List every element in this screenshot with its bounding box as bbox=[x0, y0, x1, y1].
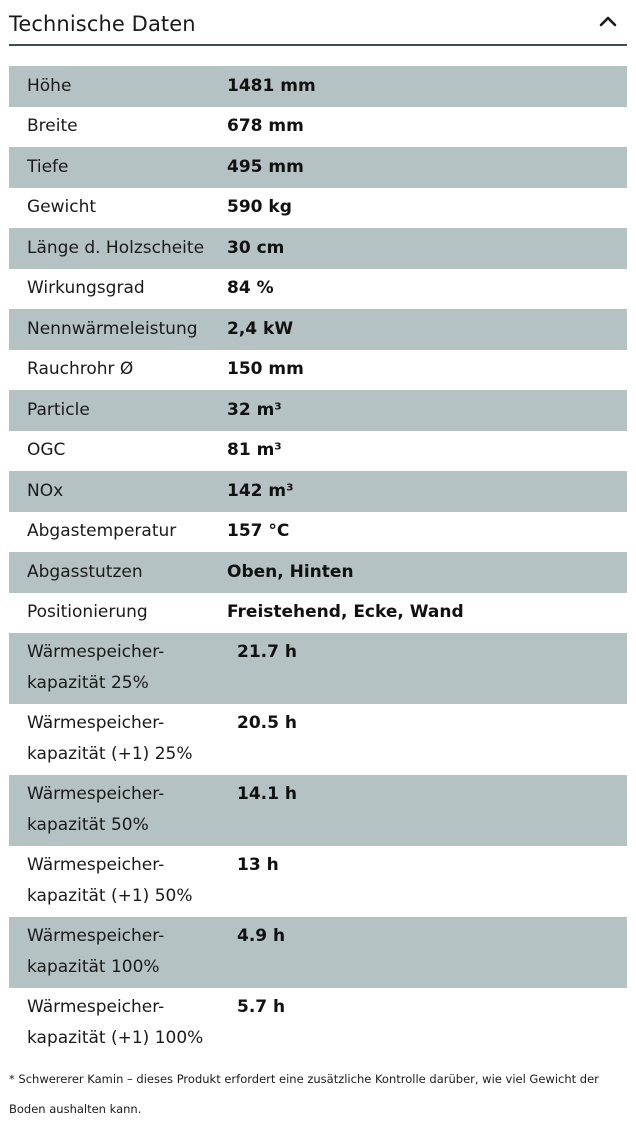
spec-value: 32 m³ bbox=[227, 399, 282, 420]
spec-label: Wärmespeicher-kapazität (+1) 25% bbox=[27, 713, 193, 764]
spec-row-waermespeicher-100 bbox=[9, 917, 627, 988]
spec-value: 678 mm bbox=[227, 116, 304, 137]
spec-label: Breite bbox=[27, 116, 78, 137]
spec-label: Abgasstutzen bbox=[27, 561, 143, 582]
spec-row-abgastemperatur bbox=[9, 512, 627, 553]
spec-label: Positionierung bbox=[27, 602, 148, 623]
spec-value: 157 °C bbox=[227, 521, 290, 542]
spec-value: 5.7 h bbox=[237, 997, 286, 1017]
section-header-toggle[interactable] bbox=[9, 0, 627, 46]
weight-footnote: * Schwererer Kamin – dieses Produkt erfordert eine zusätzliche Kontrolle darüber, wie viel Gewicht der Boden aushalten kann. bbox=[9, 1072, 599, 1116]
spec-row-particle bbox=[9, 390, 627, 431]
spec-value: 84 % bbox=[227, 278, 274, 299]
spec-label: Wärmespeicher-kapazität (+1) 50% bbox=[27, 855, 193, 906]
chevron-up-icon[interactable] bbox=[599, 14, 617, 28]
spec-row-hoehe bbox=[9, 66, 627, 107]
spec-value: 142 m³ bbox=[227, 480, 294, 501]
spec-value: 13 h bbox=[237, 855, 279, 875]
spec-value: 20.5 h bbox=[237, 713, 297, 733]
spec-row-waermespeicher-25 bbox=[9, 633, 627, 704]
spec-label: NOx bbox=[27, 480, 64, 501]
spec-label: Länge d. Holzscheite bbox=[27, 237, 205, 258]
spec-value: Oben, Hinten bbox=[227, 561, 354, 582]
spec-value: 21.7 h bbox=[237, 642, 297, 662]
spec-value: 30 cm bbox=[227, 237, 285, 258]
spec-row-nennwaermeleistung bbox=[9, 309, 627, 350]
spec-label: Rauchrohr Ø bbox=[27, 359, 134, 380]
spec-label: Abgastemperatur bbox=[27, 521, 177, 542]
spec-label: Particle bbox=[27, 399, 90, 420]
spec-value: 590 kg bbox=[227, 197, 292, 218]
spec-row-ogc bbox=[9, 431, 627, 472]
spec-label: Wirkungsgrad bbox=[27, 278, 145, 299]
spec-value: 81 m³ bbox=[227, 440, 282, 461]
spec-label: Tiefe bbox=[27, 156, 69, 177]
spec-row-laenge-holzscheite bbox=[9, 228, 627, 269]
spec-value: Freistehend, Ecke, Wand bbox=[227, 602, 464, 623]
spec-value: 4.9 h bbox=[237, 926, 286, 946]
spec-label: Wärmespeicher-kapazität 50% bbox=[27, 784, 165, 835]
spec-row-tiefe bbox=[9, 147, 627, 188]
spec-value: 1481 mm bbox=[227, 75, 316, 96]
spec-row-breite bbox=[9, 107, 627, 148]
section-title: Technische Daten bbox=[9, 12, 196, 36]
spec-row-waermespeicher-plus1-25 bbox=[9, 704, 627, 775]
spec-row-gewicht bbox=[9, 188, 627, 229]
spec-label: Gewicht bbox=[27, 197, 97, 218]
spec-row-waermespeicher-plus1-50 bbox=[9, 846, 627, 917]
spec-table bbox=[9, 66, 627, 1059]
spec-value: 150 mm bbox=[227, 359, 304, 380]
spec-row-abgasstutzen bbox=[9, 552, 627, 593]
spec-value: 2,4 kW bbox=[227, 318, 294, 339]
spec-row-waermespeicher-50 bbox=[9, 775, 627, 846]
spec-label: Höhe bbox=[27, 75, 72, 96]
spec-label: Wärmespeicher-kapazität (+1) 100% bbox=[27, 997, 204, 1048]
spec-row-nox bbox=[9, 471, 627, 512]
spec-label: Wärmespeicher-kapazität 100% bbox=[27, 926, 165, 977]
spec-label: Wärmespeicher-kapazität 25% bbox=[27, 642, 165, 693]
spec-row-positionierung bbox=[9, 593, 627, 634]
spec-row-rauchrohr bbox=[9, 350, 627, 391]
spec-label: OGC bbox=[27, 440, 66, 461]
spec-row-wirkungsgrad bbox=[9, 269, 627, 310]
spec-value: 14.1 h bbox=[237, 784, 297, 804]
spec-label: Nennwärmeleistung bbox=[27, 318, 198, 339]
spec-value: 495 mm bbox=[227, 156, 304, 177]
spec-row-waermespeicher-plus1-100 bbox=[9, 988, 627, 1059]
